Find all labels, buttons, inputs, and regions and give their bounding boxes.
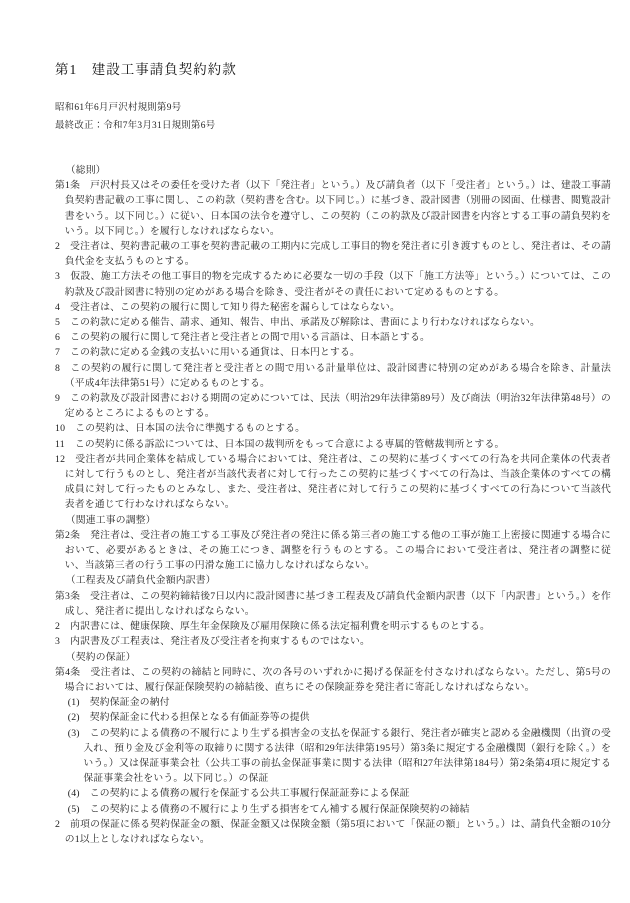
- clause-paragraph: 7 この約款に定める金銭の支払いに用いる通貨は、日本円とする。: [55, 347, 361, 359]
- regulation-meta: [0, 100, 630, 135]
- clause-paragraph: 第2条 発注者は、受注者の施工する工事及び発注者の発注に係る第三者の施工する他の工事が施工上密接に関連する場合において、必要があるときは、その施工につき、調整を行うものとする。この場合において受注者は、発注者の調整に従い、当該第三者の行う工事の円滑な施工に協力しなければならない。: [55, 529, 611, 572]
- document-body: [55, 163, 611, 847]
- clause-paragraph: 2 内訳書には、健康保険、厚生年金保険及び雇用保険に係る法定福利費を明示するものとする。: [55, 621, 490, 633]
- clause-list-item: (1) 契約保証金の納付: [67, 697, 170, 709]
- clause-paragraph: 3 内訳書及び工程表は、発注者及び受注者を拘束するものではない。: [55, 636, 371, 648]
- clause-paragraph: 8 この契約の履行に関して発注者と受注者との間で用いる計量単位は、設計図書に特別の定めがある場合を除き、計量法（平成4年法律第51号）に定めるものとする。: [55, 362, 611, 389]
- section-heading: （工程表及び請負代金額内訳書）: [65, 575, 216, 587]
- clause-paragraph: 第4条 受注者は、この契約の締結と同時に、次の各号のいずれかに掲げる保証を付さなければならない。ただし、第5号の場合においては、履行保証保険契約の締結後、直ちにその保険証券を発注者に寄託しなければならない。: [55, 666, 611, 693]
- section-heading: （契約の保証）: [65, 651, 136, 663]
- regulation-meta-line-enacted: 昭和61年6月戸沢村規則第9号: [55, 103, 182, 113]
- regulation-meta-line-amended: 最終改正：令和7年3月31日規則第6号: [55, 120, 216, 131]
- clause-list-item: (4) この契約による債務の履行を保証する公共工事履行保証証券による保証: [67, 788, 410, 800]
- clause-paragraph: 2 前項の保証に係る契約保証金の額、保証金額又は保険金額（第5項において「保証の額」という。）は、請負代金額の10分の1以上としなければならない。: [55, 818, 611, 845]
- clause-list-item: (2) 契約保証金に代わる担保となる有価証券等の提供: [67, 712, 310, 724]
- clause-paragraph: 2 受注者は、契約書記載の工事を契約書記載の工期内に完成し工事目的物を発注者に引き渡すものとし、発注者は、その請負代金を支払うものとする。: [55, 241, 611, 268]
- clause-paragraph: 12 受注者が共同企業体を結成している場合においては、発注者は、この契約に基づくすべての行為を共同企業体の代表者に対して行うものとし、発注者が当該代表者に対して行ったこの契約に基づくすべての行為は、当該企業体のすべての構成員に対して行ったものとみなし、また、受注者は、発注者に対して行うこの契約に基づくすべての行為について当該代表者を通じて行わなければならない。: [55, 453, 611, 511]
- clause-paragraph: 第3条 受注者は、この契約締結後7日以内に設計図書に基づき工程表及び請負代金額内訳書（以下「内訳書」という。）を作成し、発注者に提出しなければならない。: [55, 590, 611, 617]
- clause-paragraph: 6 この契約の履行に関して発注者と受注者との間で用いる言語は、日本語とする。: [55, 332, 430, 344]
- clause-paragraph: 4 受注者は、この契約の履行に関して知り得た秘密を漏らしてはならない。: [55, 301, 400, 313]
- clause-paragraph: 5 この約款に定める催告、請求、通知、報告、申出、承諾及び解除は、書面により行わなければならない。: [55, 317, 540, 329]
- document-title: 第1 建設工事請負契約約款: [55, 62, 237, 77]
- section-heading: （総則）: [65, 165, 106, 176]
- clause-list-item: (3) この契約による債務の不履行により生ずる損害金の支払を保証する銀行、発注者が確実と認める金融機関（出資の受入れ、預り金及び金利等の取締りに関する法律（昭和29年法律第195号）第3条に規定する金融機関（銀行を除く。）をいう。）又は保証事業会社（公共工事の前払金保証事業に関する法律（昭和27年法律第184号）第2条第4項に規定する保証事業会社をいう。以下同じ。）の保証: [67, 727, 611, 785]
- clause-paragraph: 3 仮設、施工方法その他工事目的物を完成するために必要な一切の手段（以下「施工方法等」という。）については、この約款及び設計図書に特別の定めがある場合を除き、受注者がその責任において定めるものとする。: [55, 271, 611, 298]
- section-heading: （関連工事の調整）: [65, 514, 156, 526]
- clause-paragraph: 第1条 戸沢村長又はその委任を受けた者（以下「発注者」という。）及び請負者（以下「受注者」という。）は、建設工事請負契約書記載の工事に関し、この約款（契約書を含む。以下同じ。）に基づき、設計図書（別冊の図面、仕様書、閲覧設計書をいう。以下同じ。）に従い、日本国の法令を遵守し、この契約（この約款及び設計図書を内容とする工事の請負契約をいう。以下同じ。）を履行しなければならない。: [55, 180, 611, 237]
- clause-paragraph: 11 この契約に係る訴訟については、日本国の裁判所をもって合意による専属的管轄裁判所とする。: [55, 438, 505, 450]
- clause-list-item: (5) この契約による債務の不履行により生ずる損害をてん補する履行保証保険契約の締結: [67, 803, 470, 815]
- clause-paragraph: 10 この契約は、日本国の法令に準拠するものとする。: [55, 423, 306, 435]
- clause-paragraph: 9 この約款及び設計図書における期間の定めについては、民法（明治29年法律第89号）及び商法（明治32年法律第48号）の定めるところによるものとする。: [55, 393, 611, 420]
